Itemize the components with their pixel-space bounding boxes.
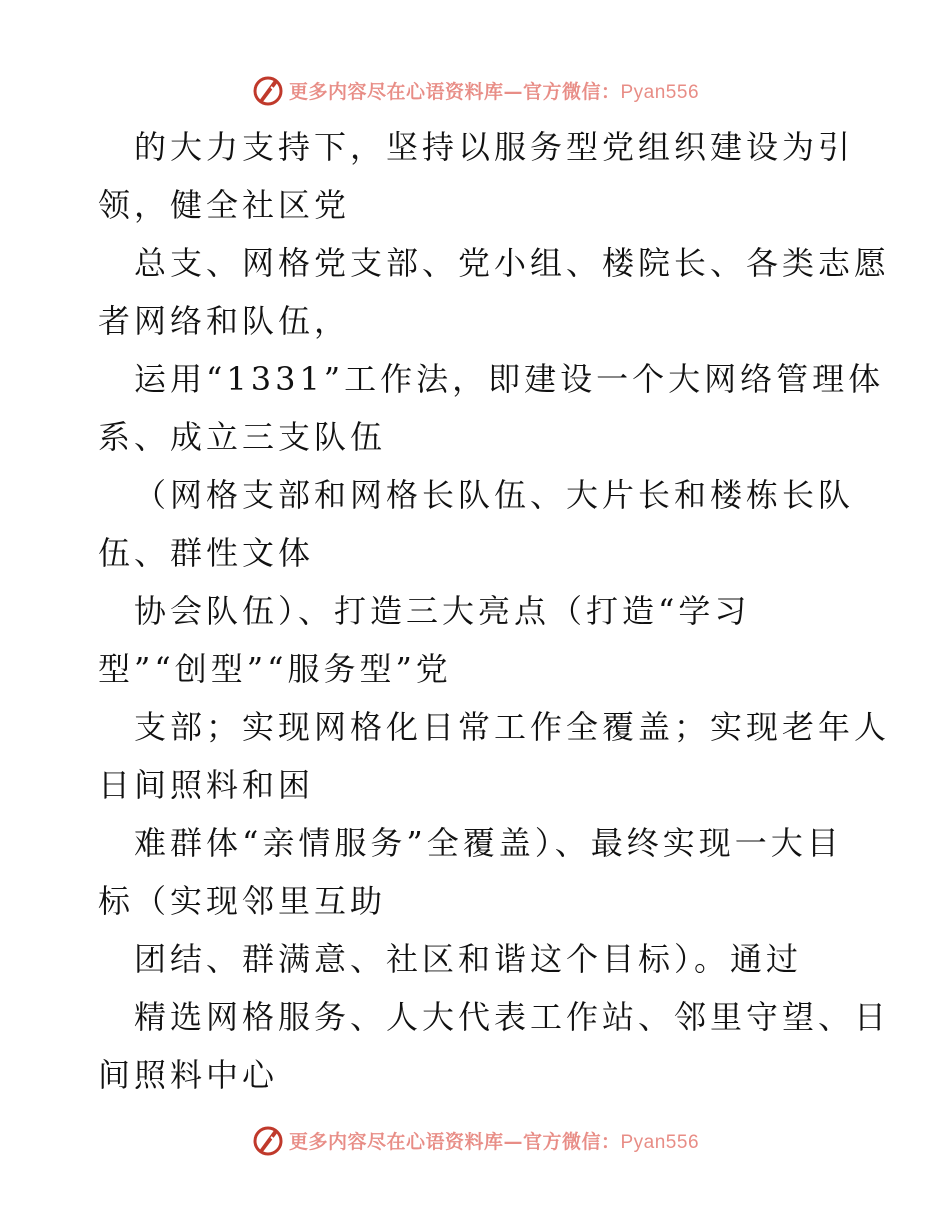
watermark-id: Pyan556 bbox=[620, 1131, 700, 1153]
quill-circle-icon bbox=[251, 1123, 285, 1157]
footer-watermark bbox=[0, 1120, 950, 1160]
text-line: 型”“创型”“服务型”党 bbox=[98, 650, 452, 688]
text-line: 伍、群性文体 bbox=[98, 534, 315, 572]
text-line: 的大力支持下，坚持以服务型党组织建设为引 bbox=[134, 128, 855, 166]
text-line: 间照料中心 bbox=[98, 1056, 279, 1094]
text-line: （网格支部和网格长队伍、大片长和楼栋长队 bbox=[134, 476, 855, 514]
quill-circle-icon bbox=[251, 73, 285, 107]
watermark-text: 更多内容尽在心语资料库—官方微信：Pyan556 bbox=[288, 1130, 700, 1153]
watermark-id: Pyan556 bbox=[620, 81, 700, 103]
text-line: 领，健全社区党 bbox=[98, 186, 351, 224]
text-line: 支部；实现网格化日常工作全覆盖；实现老年人 bbox=[134, 708, 891, 746]
text-line: 者网络和队伍， bbox=[98, 302, 351, 340]
text-line: 团结、群满意、社区和谐这个目标）。通过 bbox=[134, 940, 803, 978]
text-line: 日间照料和困 bbox=[98, 766, 315, 804]
text-line: 标（实现邻里互助 bbox=[98, 882, 387, 920]
text-line: 运用“1331”工作法，即建设一个大网络管理体 bbox=[134, 360, 885, 398]
document-body bbox=[98, 118, 891, 1104]
text-line: 总支、网格党支部、党小组、楼院长、各类志愿 bbox=[134, 244, 891, 282]
header-watermark bbox=[0, 70, 950, 110]
text-line: 精选网格服务、人大代表工作站、邻里守望、日 bbox=[134, 998, 891, 1036]
watermark-text: 更多内容尽在心语资料库—官方微信：Pyan556 bbox=[288, 80, 700, 103]
text-line: 系、成立三支队伍 bbox=[98, 418, 387, 456]
text-line: 协会队伍）、打造三大亮点（打造“学习 bbox=[134, 592, 751, 630]
text-line: 难群体“亲情服务”全覆盖）、最终实现一大目 bbox=[134, 824, 843, 862]
